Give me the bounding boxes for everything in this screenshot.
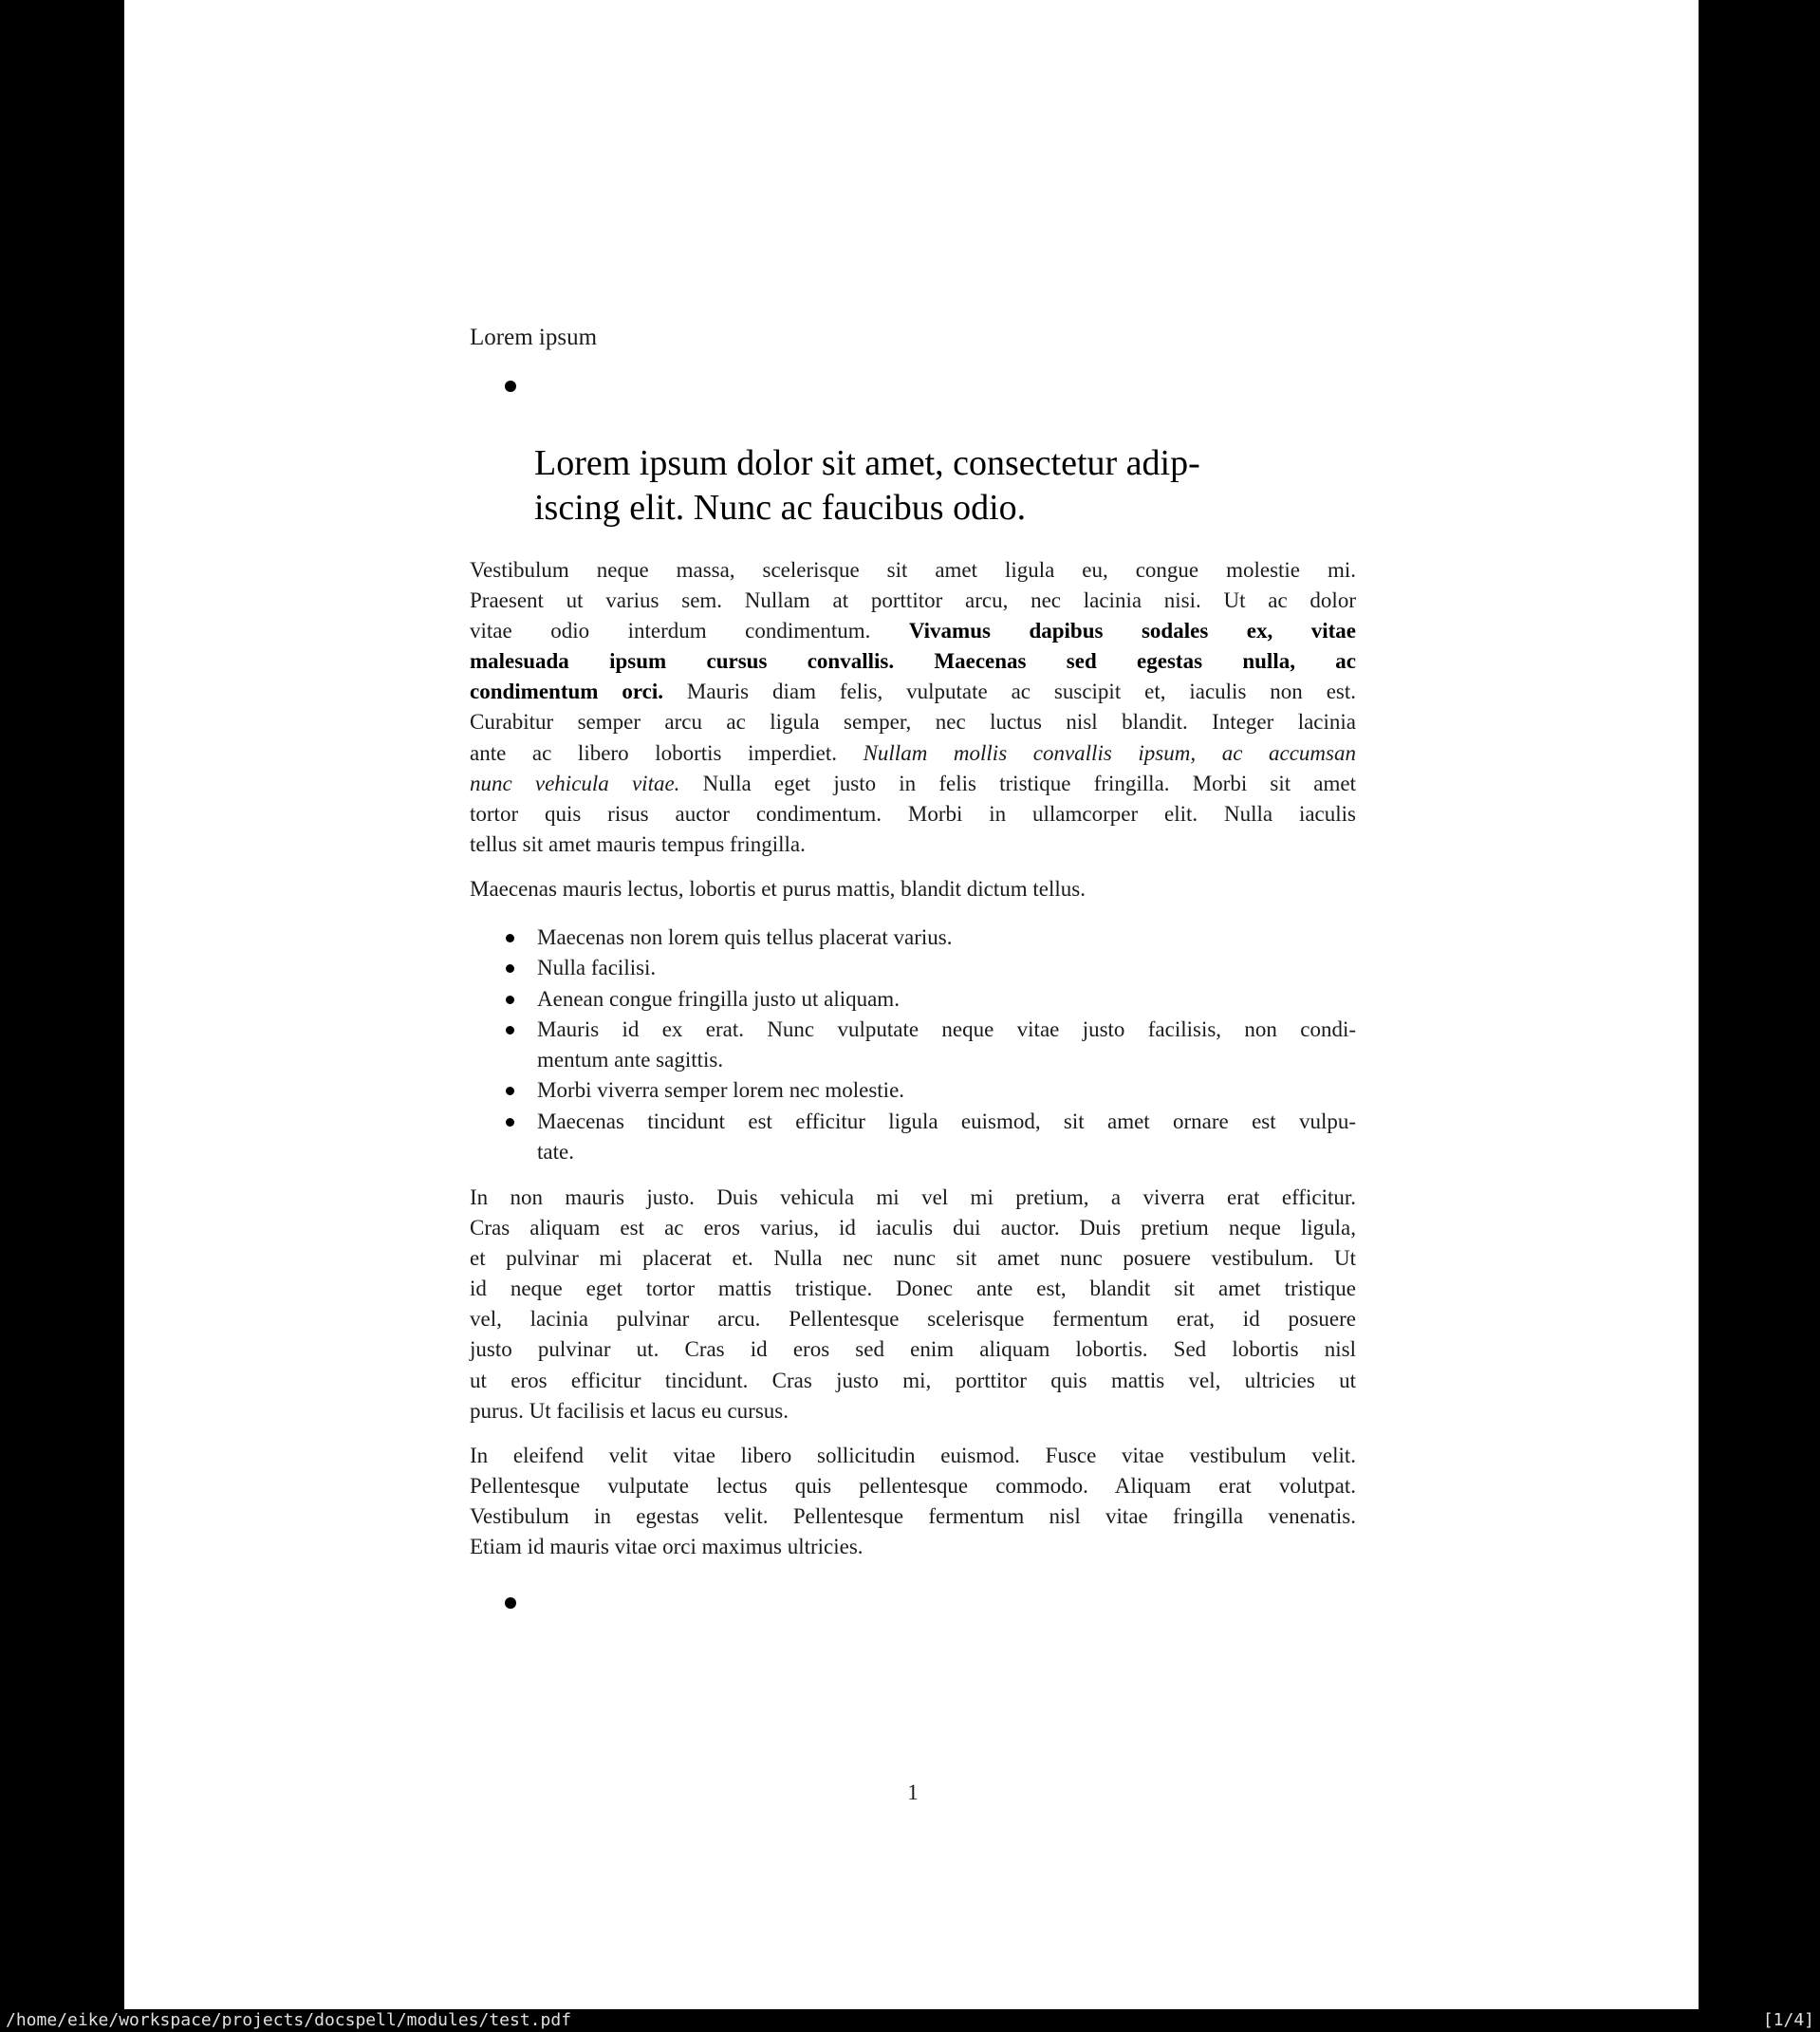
text-line: ut eros efficitur tincidunt. Cras justo mi, porttitor quis mattis vel, ultricies ut [470, 1368, 1356, 1392]
bullet-icon [506, 934, 514, 942]
text-line: ante ac libero lobortis imperdiet. Nullam mollis convallis ipsum, ac accumsan [470, 740, 1356, 765]
paragraph [470, 555, 1356, 860]
list-item [537, 1075, 1356, 1106]
text-line: Curabitur semper arcu ac ligula semper, nec luctus nisl blandit. Integer lacinia [470, 710, 1356, 735]
paragraph [470, 1183, 1356, 1426]
list-item [537, 984, 1356, 1015]
file-path: /home/eike/workspace/projects/docspell/modules/test.pdf [6, 2010, 572, 2030]
text-line: Nulla facilisi. [537, 956, 657, 980]
text-line: malesuada ipsum cursus convallis. Maecenas sed egestas nulla, ac [470, 649, 1356, 674]
pdf-page [124, 0, 1699, 2009]
text-line: Maecenas non lorem quis tellus placerat varius. [537, 925, 953, 949]
text-line: Maecenas mauris lectus, lobortis et purus mattis, blandit dictum tellus. [470, 877, 1086, 901]
text-line: purus. Ut facilisis et lacus eu cursus. [470, 1398, 789, 1423]
list-item [537, 953, 1356, 983]
text-line: In eleifend velit vitae libero sollicitudin euismod. Fusce vitae vestibulum velit. [470, 1444, 1356, 1467]
text-line: tellus sit amet mauris tempus fringilla. [470, 831, 806, 856]
bullet-icon [506, 1087, 514, 1095]
text-line: id neque eget tortor mattis tristique. Donec ante est, blandit sit amet tristique [470, 1277, 1356, 1301]
text-line: nunc vehicula vitae. Nulla eget justo in felis tristique fringilla. Morbi sit amet [470, 771, 1356, 795]
bullet-icon [506, 964, 514, 973]
text-line: Praesent ut varius sem. Nullam at porttitor arcu, nec lacinia nisi. Ut ac dolor [470, 588, 1356, 613]
list-item [537, 923, 1356, 953]
text-line: Maecenas tincidunt est efficitur ligula euismod, sit amet ornare est vulpu- [537, 1109, 1356, 1133]
text-line: et pulvinar mi placerat et. Nulla nec nunc sit amet nunc posuere vestibulum. Ut [470, 1246, 1356, 1271]
list-item [537, 1107, 1356, 1168]
bullet-icon [506, 1026, 514, 1035]
top-label: Lorem ipsum [470, 325, 598, 350]
text-line: vel, lacinia pulvinar arcu. Pellentesque scelerisque fermentum erat, id posuere [470, 1307, 1356, 1332]
bullet-icon [506, 996, 514, 1004]
paragraph [470, 1441, 1356, 1562]
text-line: In non mauris justo. Duis vehicula mi vel mi pretium, a viverra erat efficitur. [470, 1185, 1356, 1209]
text-line: iscing elit. Nunc ac faucibus odio. [534, 488, 1027, 528]
bullet-list [537, 923, 1356, 1167]
text-line: Mauris id ex erat. Nunc vulputate neque vitae justo facilisis, non condi- [537, 1016, 1356, 1041]
section-heading [534, 441, 1369, 531]
text-line: Etiam id mauris vitae orci maximus ultricies. [470, 1535, 864, 1559]
text-line: justo pulvinar ut. Cras id eros sed enim aliquam lobortis. Sed lobortis nisl [470, 1337, 1356, 1362]
list-item [537, 1015, 1356, 1076]
text-line: Pellentesque vulputate lectus quis pellentesque commodo. Aliquam erat volutpat. [470, 1474, 1356, 1499]
text-line: Cras aliquam est ac eros varius, id iaculis dui auctor. Duis pretium neque ligula, [470, 1216, 1356, 1240]
text-line: Vestibulum in egestas velit. Pellentesque fermentum nisl vitae fringilla venenatis. [470, 1504, 1356, 1529]
text-line: tortor quis risus auctor condimentum. Morbi in ullamcorper elit. Nulla iaculis [470, 801, 1356, 826]
page-indicator: [1/4] [1762, 2010, 1814, 2030]
text-line: condimentum orci. Mauris diam felis, vulputate ac suscipit et, iaculis non est. [470, 680, 1357, 704]
text-line: Lorem ipsum dolor sit amet, consectetur adip- [534, 443, 1200, 483]
text-line: tate. [537, 1140, 574, 1165]
text-line: mentum ante sagittis. [537, 1048, 724, 1072]
text-line: Morbi viverra semper lorem nec molestie. [537, 1078, 905, 1103]
bullet-icon [506, 1118, 514, 1127]
bullet-icon [505, 1597, 516, 1609]
statusbar [0, 2009, 1820, 2032]
text-line: Aenean congue fringilla justo ut aliquam. [537, 986, 900, 1011]
bullet-icon [505, 381, 516, 392]
paragraph [470, 874, 1356, 904]
page-number: 1 [907, 1780, 919, 1804]
text-line: vitae odio interdum condimentum. Vivamus dapibus sodales ex, vitae [470, 619, 1357, 643]
text-line: Vestibulum neque massa, scelerisque sit amet ligula eu, congue molestie mi. [470, 558, 1356, 582]
